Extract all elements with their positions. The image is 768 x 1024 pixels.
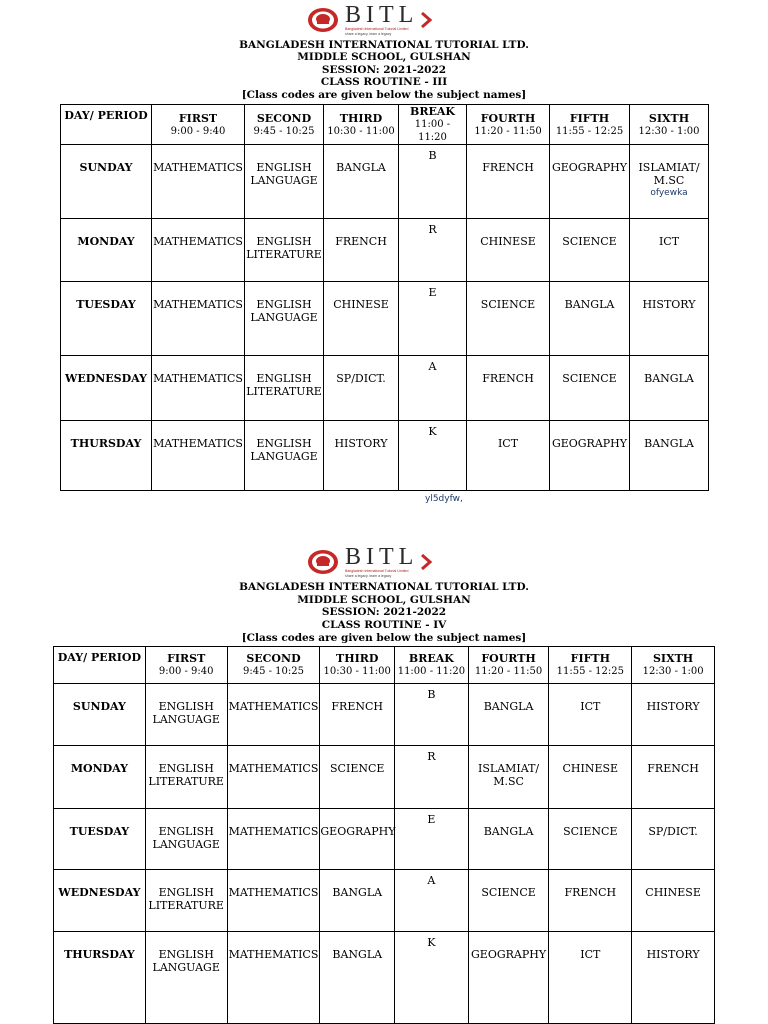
session-title: SESSION: 2021-2022 [321, 64, 447, 76]
subject-cell: ENGLISH LANGUAGE [245, 282, 324, 356]
brand-tagline: Bangladesh International Tutorial Limited [345, 27, 409, 31]
brand-motto: share a legacy, learn a legacy [345, 574, 392, 578]
brand-tagline: Bangladesh International Tutorial Limited [345, 569, 409, 573]
subject-cell: ENGLISH LITERATURE [145, 870, 227, 932]
subject-cell: FRENCH [467, 356, 550, 421]
break-cell: R [399, 219, 467, 282]
table-row [61, 421, 709, 491]
subject-cell: GEOGRAPHY [468, 932, 549, 1024]
col-header-first [152, 105, 245, 145]
subject-cell: FRENCH [632, 746, 715, 809]
subject-cell: HISTORY [324, 421, 399, 491]
subject-cell: ENGLISH LITERATURE [245, 356, 324, 421]
campus-title: MIDDLE SCHOOL, GULSHAN [297, 594, 471, 606]
footer-class-code: yl5dyfw, [425, 494, 463, 504]
break-cell: R [395, 746, 469, 809]
col-time: 10:30 - 11:00 [323, 666, 391, 677]
subject-cell: BANGLA [320, 932, 395, 1024]
routine-table [53, 646, 715, 1024]
col-time: 11:20 - 11:50 [474, 125, 542, 137]
day-cell: THURSDAY [61, 421, 152, 491]
day-cell: SUNDAY [54, 684, 146, 746]
subject-cell: SCIENCE [320, 746, 395, 809]
bitl-logo [307, 4, 432, 36]
subject-cell: ENGLISH LANGUAGE [145, 809, 227, 870]
day-cell: MONDAY [54, 746, 146, 809]
col-label: SIXTH [652, 652, 694, 665]
subject-cell: ENGLISH LITERATURE [245, 219, 324, 282]
col-time: 12:30 - 1:00 [638, 125, 700, 137]
subject-cell: CHINESE [324, 282, 399, 356]
brand-name: BITL [345, 2, 419, 28]
break-cell: A [395, 870, 469, 932]
col-label: DAY/ PERIOD [57, 651, 142, 664]
subject-cell: MATHEMATICS [227, 746, 320, 809]
col-label: THIRD [339, 111, 383, 125]
class-code-note: [Class codes are given below the subject names] [241, 632, 527, 644]
col-time: 11:20 - 11:50 [474, 666, 543, 677]
subject-cell: MATHEMATICS [152, 282, 245, 356]
table-row [61, 145, 709, 219]
col-time: 11:55 - 12:25 [556, 666, 624, 677]
session-title: SESSION: 2021-2022 [321, 606, 447, 618]
col-header-fourth [467, 105, 550, 145]
routine-table [60, 104, 709, 491]
class-code: ofyewka [650, 188, 688, 198]
col-label: FOURTH [481, 652, 536, 665]
day-cell: THURSDAY [54, 932, 146, 1024]
table-row [54, 809, 715, 870]
col-header-break [399, 105, 467, 145]
col-label: SECOND [256, 111, 312, 125]
table-row [61, 356, 709, 421]
col-label: FOURTH [480, 111, 536, 125]
subject-cell: MATHEMATICS [227, 932, 320, 1024]
break-cell: B [399, 145, 467, 219]
subject-cell: HISTORY [632, 932, 715, 1024]
col-label: FIRST [178, 111, 218, 125]
subject-cell: MATHEMATICS [227, 809, 320, 870]
subject-cell: FRENCH [467, 145, 550, 219]
col-label: SIXTH [648, 111, 690, 125]
subject-cell: MATHEMATICS [152, 219, 245, 282]
subject-cell: SCIENCE [550, 356, 630, 421]
col-header-third [324, 105, 399, 145]
routine-title: CLASS ROUTINE - IV [321, 619, 447, 631]
subject-cell: MATHEMATICS [152, 421, 245, 491]
day-cell: TUESDAY [54, 809, 146, 870]
col-label: DAY/ PERIOD [64, 109, 148, 122]
campus-title: MIDDLE SCHOOL, GULSHAN [297, 51, 471, 63]
bitl-seal-icon [307, 7, 339, 33]
subject-cell: ICT [467, 421, 550, 491]
subject-cell: BANGLA [320, 870, 395, 932]
subject-cell: ENGLISH LANGUAGE [145, 932, 227, 1024]
col-time: 11:55 - 12:25 [555, 125, 624, 137]
subject-cell: ICT [549, 684, 632, 746]
day-cell: WEDNESDAY [61, 356, 152, 421]
subject-cell: BANGLA [630, 356, 709, 421]
subject-cell: HISTORY [630, 282, 709, 356]
col-label: BREAK [408, 652, 454, 665]
subject-cell: MATHEMATICS [227, 684, 320, 746]
subject-cell: SCIENCE [549, 809, 632, 870]
subject-cell: MATHEMATICS [152, 356, 245, 421]
subject-cell: MATHEMATICS [152, 145, 245, 219]
subject-cell: ISLAMIAT/ M.SC [468, 746, 549, 809]
col-time: 11:00 - 11:20 [397, 666, 466, 677]
col-time: 9:45 - 10:25 [242, 666, 304, 677]
bitl-logo [307, 546, 432, 578]
day-cell: TUESDAY [61, 282, 152, 356]
col-header-fifth [549, 647, 632, 684]
subject-cell: GEOGRAPHY [320, 809, 395, 870]
subject-cell: SP/DICT. [632, 809, 715, 870]
subject-cell: GEOGRAPHY [550, 421, 630, 491]
day-cell: MONDAY [61, 219, 152, 282]
day-cell: WEDNESDAY [54, 870, 146, 932]
table-row [61, 219, 709, 282]
col-label: SECOND [246, 652, 301, 665]
day-cell: SUNDAY [61, 145, 152, 219]
subject-cell: FRENCH [320, 684, 395, 746]
subject-cell: BANGLA [550, 282, 630, 356]
subject-cell: GEOGRAPHY [550, 145, 630, 219]
col-label: THIRD [336, 652, 379, 665]
subject-cell: BANGLA [324, 145, 399, 219]
subject-cell: MATHEMATICS [227, 870, 320, 932]
class-code-note: [Class codes are given below the subject names] [241, 89, 527, 101]
col-label: FIFTH [570, 652, 610, 665]
col-label: BREAK [410, 105, 455, 118]
break-cell: K [399, 421, 467, 491]
subject-cell: HISTORY [632, 684, 715, 746]
institution-title: BANGLADESH INTERNATIONAL TUTORIAL LTD. [239, 39, 529, 51]
break-cell: E [395, 809, 469, 870]
col-time: 11:00 - 11:20 [414, 119, 451, 143]
subject-cell: CHINESE [549, 746, 632, 809]
table-row [54, 746, 715, 809]
chevron-right-icon [420, 553, 432, 571]
table-row [54, 684, 715, 746]
routine-title: CLASS ROUTINE - III [320, 76, 448, 88]
col-time: 12:30 - 1:00 [642, 666, 704, 677]
col-header-sixth [630, 105, 709, 145]
break-cell: A [399, 356, 467, 421]
col-header-sixth [632, 647, 715, 684]
subject-cell: ICT [549, 932, 632, 1024]
subject-cell: ENGLISH LITERATURE [145, 746, 227, 809]
break-cell: B [395, 684, 469, 746]
subject-cell: SCIENCE [550, 219, 630, 282]
subject-cell: ENGLISH LANGUAGE [245, 145, 324, 219]
bitl-seal-icon [307, 549, 339, 575]
subject-cell: ENGLISH LANGUAGE [145, 684, 227, 746]
table-row [54, 870, 715, 932]
subject-cell: ICT [630, 219, 709, 282]
subject-cell: FRENCH [549, 870, 632, 932]
col-header-second [245, 105, 324, 145]
subject-cell: CHINESE [467, 219, 550, 282]
subject-cell: BANGLA [468, 809, 549, 870]
subject-cell: ISLAMIAT/ M.SC ofyewka [630, 145, 709, 219]
brand-motto: share a legacy, learn a legacy [345, 32, 392, 36]
brand-name: BITL [345, 544, 419, 570]
subject-cell: ENGLISH LANGUAGE [245, 421, 324, 491]
subject-cell: SCIENCE [467, 282, 550, 356]
col-header-first [145, 647, 227, 684]
col-header-third [320, 647, 395, 684]
col-time: 9:45 - 10:25 [253, 125, 315, 137]
col-time: 10:30 - 11:00 [327, 125, 395, 137]
institution-title: BANGLADESH INTERNATIONAL TUTORIAL LTD. [239, 581, 529, 593]
table-row [54, 932, 715, 1024]
col-header-break [395, 647, 469, 684]
subject-cell: SP/DICT. [324, 356, 399, 421]
subject-cell: SCIENCE [468, 870, 549, 932]
subject-cell: BANGLA [468, 684, 549, 746]
col-header-second [227, 647, 320, 684]
col-label: FIFTH [569, 111, 610, 125]
col-header-day [54, 647, 146, 684]
subject-cell: BANGLA [630, 421, 709, 491]
chevron-right-icon [420, 11, 432, 29]
table-row [61, 282, 709, 356]
col-header-day [61, 105, 152, 145]
col-time: 9:00 - 9:40 [158, 666, 214, 677]
col-label: FIRST [167, 652, 206, 665]
col-time: 9:00 - 9:40 [170, 125, 226, 137]
col-header-fourth [468, 647, 549, 684]
break-cell: E [399, 282, 467, 356]
subject-cell: CHINESE [632, 870, 715, 932]
break-cell: K [395, 932, 469, 1024]
col-header-fifth [550, 105, 630, 145]
subject-cell: FRENCH [324, 219, 399, 282]
